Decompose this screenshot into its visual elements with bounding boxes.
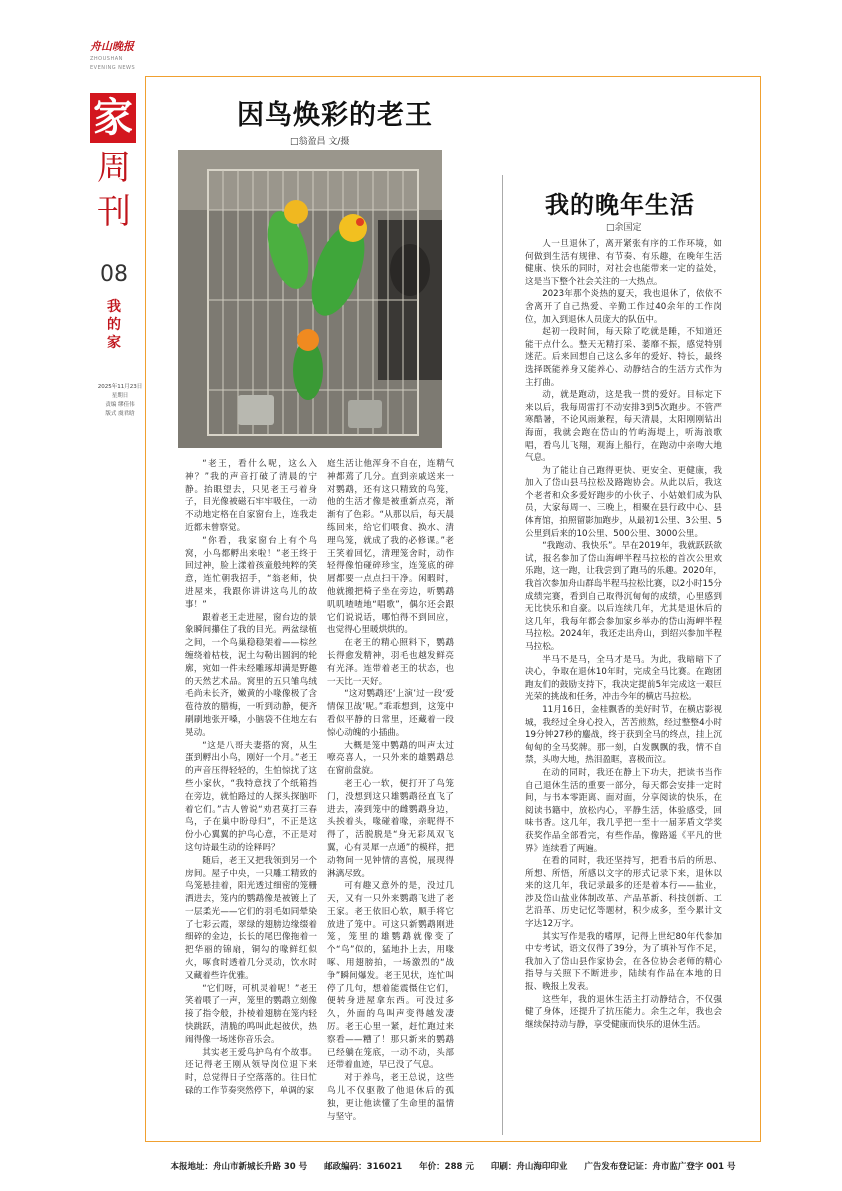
article1-title: 因鸟焕彩的老王 [237, 100, 433, 131]
paragraph: “我跑动、我快乐”。早在2019年，我就跃跃欲试，报名参加了岱山海岬半程马拉松的首次公里欢乐跑，这一跑，让我尝到了跑马的乐趣。2020年，我首次参加舟山群岛半程马拉松比赛，以2小时15分成绩完赛，看到自己取得沉甸甸的成绩，心里感到无比快乐和自豪。以后连续几年，尤其是退休后的这几年，我每年都会参加家乡举办的岱山海岬半程马拉松。2024年，我还走出舟山，到绍兴参加半程马拉松。 [525, 541, 722, 652]
paragraph: 在看的同时，我还坚持写，把看书后的所思、所想、所悟，所感以文字的形式记录下来，退休以来的这几年，我记录最多的还是着本行——盐业，涉及岱山盐业体制改革、产品革新、科技创新、工艺沿革、历史记忆等题材，积少成多，至今累计文字达12万字。 [525, 856, 722, 930]
paragraph: 人一旦退休了，离开紧张有序的工作环境，如何做到生活有规律、有节奏、有乐趣，在晚年生活健康、快乐的同时，对社会也能带来一定的益处，这是当下整个社会关注的一大热点。 [525, 239, 722, 287]
layout-editor: 版式 虞君晗 [105, 411, 135, 417]
paragraph: 对于养鸟，老王总说，这些鸟儿不仅驱散了他退休后的孤独，更让他读懂了生命里的温情与坚守。 [327, 1073, 454, 1122]
paragraph: “你看，我家窗台上有个鸟窝，小鸟都孵出来啦！”老王终于回过神，脸上漾着孩童般纯粹的笑意，连忙朝我招手，“翁老师，快进屋来，我跟你讲讲这鸟儿的故事！” [185, 535, 317, 610]
issue-meta [90, 383, 150, 419]
paragraph: 跟着老王走进屋，窗台边的景象瞬间攥住了我的目光。两盆绿植之间，一个鸟巢稳稳架着——棕丝缠绕着枯枝，泥土勾勒出圆润的轮廓，宛如一件未经雕琢却满是野趣的天然艺术品。窝里的五只雏鸟绒毛尚未长齐，嫩黄的小喙像极了含苞待放的腊梅，一听到动静，便齐刷刷地张开嗓，小脑袋不住地左右晃动。 [185, 612, 317, 738]
paragraph: 在动的同时，我还在静上下功夫，把读书当作自己退休生活的重要一部分，每天都会安排一定时间，与书本零距离、面对面，分享阅读的快乐，在阅读书籍中，放松内心，平静生活，体验感受，回味书香。这几年，我几乎把一至十一届茅盾文学奖获奖作品全部看完，有些作品，像路遥《平凡的世界》连续看了两遍。 [525, 767, 722, 854]
paragraph: “这对鹦鹉还‘上演’过一段‘爱情保卫战’呢。”乖乖想到，这笼中看似平静的日常里，还藏着一段惊心动魄的小插曲。 [327, 689, 454, 738]
issue-date: 2025年11月23日 [97, 384, 143, 390]
paragraph: 在老王的精心照料下，鹦鹉长得愈发精神，羽毛也越发鲜亮有光泽。连带着老王的状态，也一天比一天好。 [327, 638, 454, 687]
paragraph: 可有趣又意外的是，没过几天，又有一只外来鹦鹉飞进了老王家。老王依旧心软，顺手将它放进了笼中。可这只新鹦鹉刚进笼，笼里的雄鹦鹉就像变了个“鸟”似的，猛地扑上去，用喙啄、用翅膀拍，一场激烈的“战争”瞬间爆发。老王见状，连忙叫停了几句，想着能震慑住它们，便转身进屋拿东西。可没过多久，外面的鸟叫声变得越发凄厉。老王心里一紧，赶忙跑过来察看——糟了！那只新来的鹦鹉已经躺在笼底，一动不动，头部还带着血迹，早已没了气息。 [327, 881, 454, 1071]
newspaper-logo: 舟山晚报 [90, 40, 134, 53]
paragraph: 起初一段时间，每天除了吃就是睡，不知道还能干点什么。整天无精打采、萎靡不振，感觉特别迷茫。后来回想自己这么多年的爱好、特长，最终选择既能养身又能养心、动静结合的生活方式作为主打曲。 [525, 327, 722, 388]
parrot-cage-photo [178, 150, 442, 448]
article1-byline: □翁盈昌 文/摄 [290, 137, 350, 147]
paragraph: 其实老王爱鸟护鸟有个故事。还记得老王刚从领导岗位退下来时，总觉得日子空落落的。往日忙碌的工作节奏突然停下，单调的家 [185, 1047, 317, 1097]
logo-sub-1: ZHOUSHAN [90, 56, 123, 62]
logo-sub-2: EVENING NEWS [90, 65, 136, 71]
paragraph: “这是八哥夫妻搭的窝，从生蛋到孵出小鸟，刚好一个月。”老王的声音压得轻轻的，生怕惊扰了这些小家伙，“我特意找了个纸箱挡在旁边，就怕路过的人探头探脑吓着它们。”古人曾说“劝君莫打三春鸟，子在巢中盼母归”，不正是这份小心翼翼的护鸟心意，不正是对这句诗最生动的诠释吗？ [185, 740, 317, 853]
paragraph: 老王心一软，便打开了鸟笼门，没想到这只雄鹦鹉径直飞了进去，凑到笼中的雌鹦鹉身边，头挨着头，喙碰着喙，亲昵得不得了，活脱脱是“身无彩凤双飞翼，心有灵犀一点通”的模样，把动物间一见钟情的喜悦，展现得淋漓尽致。 [327, 778, 454, 879]
paragraph: 随后，老王又把我领到另一个房间。屋子中央，一只雕工精致的鸟笼悬挂着，阳光透过细密的笼栅洒进去，笼内的鹦鹉像是被镀上了一层柔光——它们的羽毛如同晕染了七彩云霞，翠绿的翅膀边缘缀着细碎的金边，长长的尾巴像拖着一把华丽的锦扇，铜勾的喙鲜红似火，啄食时透着几分灵动，饮水时又藏着些许优雅。 [185, 855, 317, 981]
paragraph: 动，就是跑动，这是我一贯的爱好。目标定下来以后，我每周雷打不动安排3到5次跑步。不管严寒酷暑，不论风雨兼程，每天清晨，太阳刚刚钻出海面，我就会跑在岱山的竹屿海堤上，听海浪歌唱，看鸟儿飞翔，观海上船行，在跑动中亲吻大地气息。 [525, 390, 722, 464]
paragraph: 为了能让自己跑得更快、更安全、更健康，我加入了岱山县马拉松及路跑协会。从此以后，我这个老者和众多爱好跑步的小伙子、小姑娘们成为队员，大家每周一、三晚上，相聚在县行政中心、县体育馆，拍照留影加跑步，从最初1公里、3公里、5公里到后来的10公里、500公里、3000公里。 [525, 465, 722, 539]
paragraph: “老王，看什么呢，这么入神？”我的声音打破了清晨的宁静。抬眼望去，只见老王弓着身子，目光像被磁石牢牢吸住，一动不动地定格在自家窗台上，连我走近都未曾察觉。 [185, 459, 317, 533]
article1-column-2 [327, 458, 454, 1123]
weekly-label: 周刊 [97, 148, 131, 232]
paragraph: 2023年那个炎热的夏天，我也退休了，依依不舍离开了自己热爱、辛勤工作过40余年的工作岗位，加入到退休人员庞大的队伍中。 [525, 289, 722, 325]
column-divider [502, 175, 503, 1135]
article1-column-1 [185, 458, 317, 1098]
issue-weekday: 星期日 [111, 393, 129, 399]
paragraph: 庭生活让他浑身不自在，连精气神都蔫了几分。直到亲戚送来一对鹦鹉，还有这只精致的鸟笼，他的生活才像是被重新点亮，渐渐有了色彩。“从那以后，每天晨练回来，给它们喂食、换水、清理鸟笼，就成了我的必修课。”老王笑着回忆，清理笼舍时，动作轻得像怕碰碎珍宝，连笼底的碎屑都要一点点扫干净。闲暇时，他就搬把椅子坐在旁边，听鹦鹉叽叽喳喳地“唱歌”，偶尔还会跟它们说说话，哪怕得不到回应，也觉得心里暖烘烘的。 [327, 459, 454, 636]
paragraph: “它们呀，可机灵着呢！”老王笑着喂了一声，笼里的鹦鹉立刻像接了指令般，扑棱着翅膀在笼内轻快跳跃，清脆的鸣叫此起彼伏，热闹得像一场迷你音乐会。 [185, 983, 317, 1045]
section-name: 我的家 [107, 299, 121, 351]
photo-illustration [178, 150, 442, 448]
paragraph: 其实写作是我的嗜厚，记得上世纪80年代参加中专考试，语文仅得了39分，为了填补写作不足，我加入了岱山县作家协会，在各位协会老师的精心指导与关照下不断进步，陆续有作品在本地的日报、晚报上发表。 [525, 931, 722, 993]
paragraph: 11月16日，金桂飘香的美好时节，在横店影视城，我经过全身心投入，苦苦煎熬，经过整整4小时19分钟27秒的鏖战，终于获到全马的终点，挂上沉甸甸的全马奖牌。那一刻，白发飘飘的我，情不自禁，头吻大地，热泪盈眶，喜极而泣。 [525, 704, 722, 766]
article2-byline: □余国定 [606, 223, 642, 233]
section-box: 家 [90, 93, 136, 143]
masthead [90, 38, 150, 72]
page-footer: 本报地址：舟山市新城长升路 30 号 邮政编码：316021 年价：288 元 印刷：舟山海印印业 广告发布登记证：舟市监广登字 001 号 [170, 1162, 736, 1172]
paragraph: 半马不是马，全马才是马。为此，我暗暗下了决心，争取在退休10年时，完成全马比赛。在跑团跑友们的鼓励支持下，我决定提前5年完成这一艰巨光荣的挑战和任务，冲击今年的横店马拉松。 [525, 654, 722, 703]
article2-body [525, 238, 722, 1031]
page-number: 08 [100, 262, 128, 287]
article2-title: 我的晚年生活 [545, 191, 695, 219]
paragraph: 这些年，我的退休生活主打动静结合，不仅强健了身体，还提升了抗压能力。余生之年，我也会继续保持动与静，享受健康而快乐的退休生活。 [525, 994, 722, 1030]
paragraph: 大概是笼中鹦鹉的叫声太过嘹亮喜人，一只外来的雄鹦鹉总在窗前盘旋。 [327, 740, 454, 777]
editor: 责编 缪佳伟 [105, 402, 135, 408]
